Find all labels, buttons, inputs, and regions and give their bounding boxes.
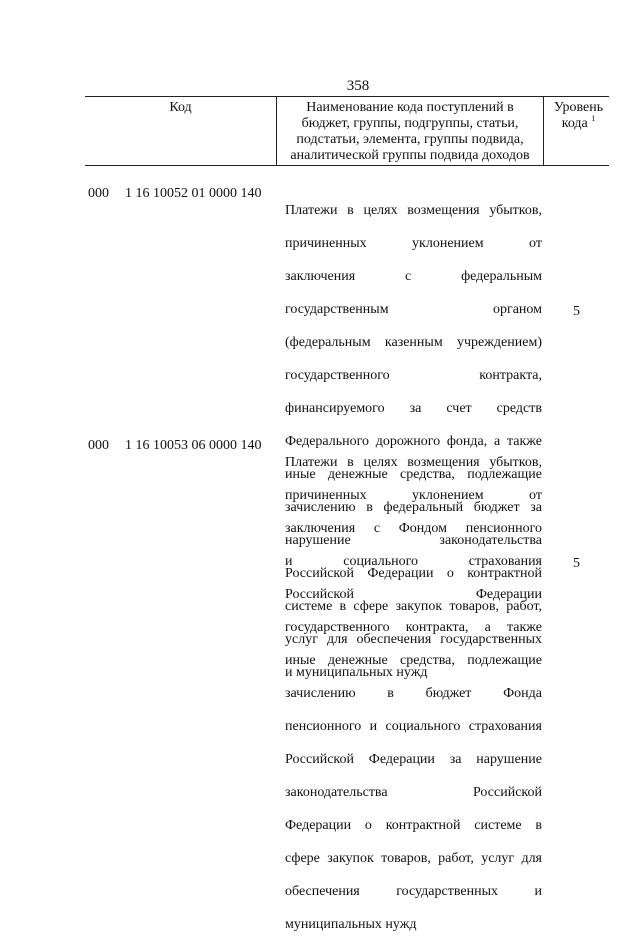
description-line: государственного контракта,	[285, 367, 542, 383]
page-number: 358	[346, 78, 370, 94]
description-line: и социального страхования	[285, 553, 542, 569]
description-line: законодательства Российской	[285, 784, 542, 800]
description-line: услуг для обеспечения государственных	[285, 631, 542, 647]
description-line: нарушение законодательства	[285, 532, 542, 548]
description-line: причиненных уклонением от	[285, 235, 542, 251]
header-code-column	[85, 97, 277, 165]
header-level-column	[544, 97, 609, 165]
description-line: заключения с Фондом пенсионного	[285, 520, 542, 536]
description-line: муниципальных нужд	[285, 916, 417, 932]
header-level-label: кода	[561, 116, 588, 131]
description-line: зачислению в бюджет Фонда	[285, 685, 542, 701]
description-line: Российской Федерации о контрактной	[285, 565, 542, 581]
description-line: Платежи в целях возмещения убытков,	[285, 454, 542, 470]
description-line: и муниципальных нужд	[285, 664, 428, 680]
revenue-code: 1 16 10053 06 0000 140	[125, 438, 262, 453]
level-value: 5	[573, 304, 580, 319]
header-level-line1: Уровень	[553, 100, 604, 115]
description-line: причиненных уклонением от	[285, 487, 542, 503]
description-line: сфере закупок товаров, работ, услуг для	[285, 850, 542, 866]
description-line: государственным органом	[285, 301, 542, 317]
header-name-line: аналитической группы подвида доходов	[290, 148, 530, 163]
header-name-column	[277, 97, 544, 165]
revenue-code: 1 16 10052 01 0000 140	[125, 186, 262, 201]
description-line: зачислению в федеральный бюджет за	[285, 499, 542, 515]
header-code-label: Код	[169, 100, 192, 115]
revenue-description	[285, 438, 542, 950]
description-line: (федеральным казенным учреждением)	[285, 334, 542, 350]
header-level-footnote: 1	[591, 114, 596, 123]
description-line: государственного контракта, а также	[285, 619, 542, 635]
header-level-line2	[548, 116, 609, 132]
table-header	[85, 96, 609, 166]
description-line: заключения с федеральным	[285, 268, 542, 284]
description-line: иные денежные средства, подлежащие	[285, 652, 542, 668]
admin-code: 000	[88, 438, 109, 453]
level-value: 5	[573, 556, 580, 571]
description-line: обеспечения государственных и	[285, 883, 542, 899]
header-name-line: подстатьи, элемента, группы подвида,	[296, 132, 524, 147]
description-line: иные денежные средства, подлежащие	[285, 466, 542, 482]
description-line: Российской Федерации за нарушение	[285, 751, 542, 767]
description-line: финансируемого за счет средств	[285, 400, 542, 416]
description-line: Федерации о контрактной системе в	[285, 817, 542, 833]
description-line: пенсионного и социального страхования	[285, 718, 542, 734]
description-line: Платежи в целях возмещения убытков,	[285, 202, 542, 218]
header-name-line: Наименование кода поступлений в	[306, 100, 514, 115]
admin-code: 000	[88, 186, 109, 201]
header-name-line: бюджет, группы, подгруппы, статьи,	[301, 116, 519, 131]
description-line: Российской Федерации	[285, 586, 542, 602]
description-line: Федерального дорожного фонда, а также	[285, 433, 542, 449]
description-line: системе в сфере закупок товаров, работ,	[285, 598, 542, 614]
